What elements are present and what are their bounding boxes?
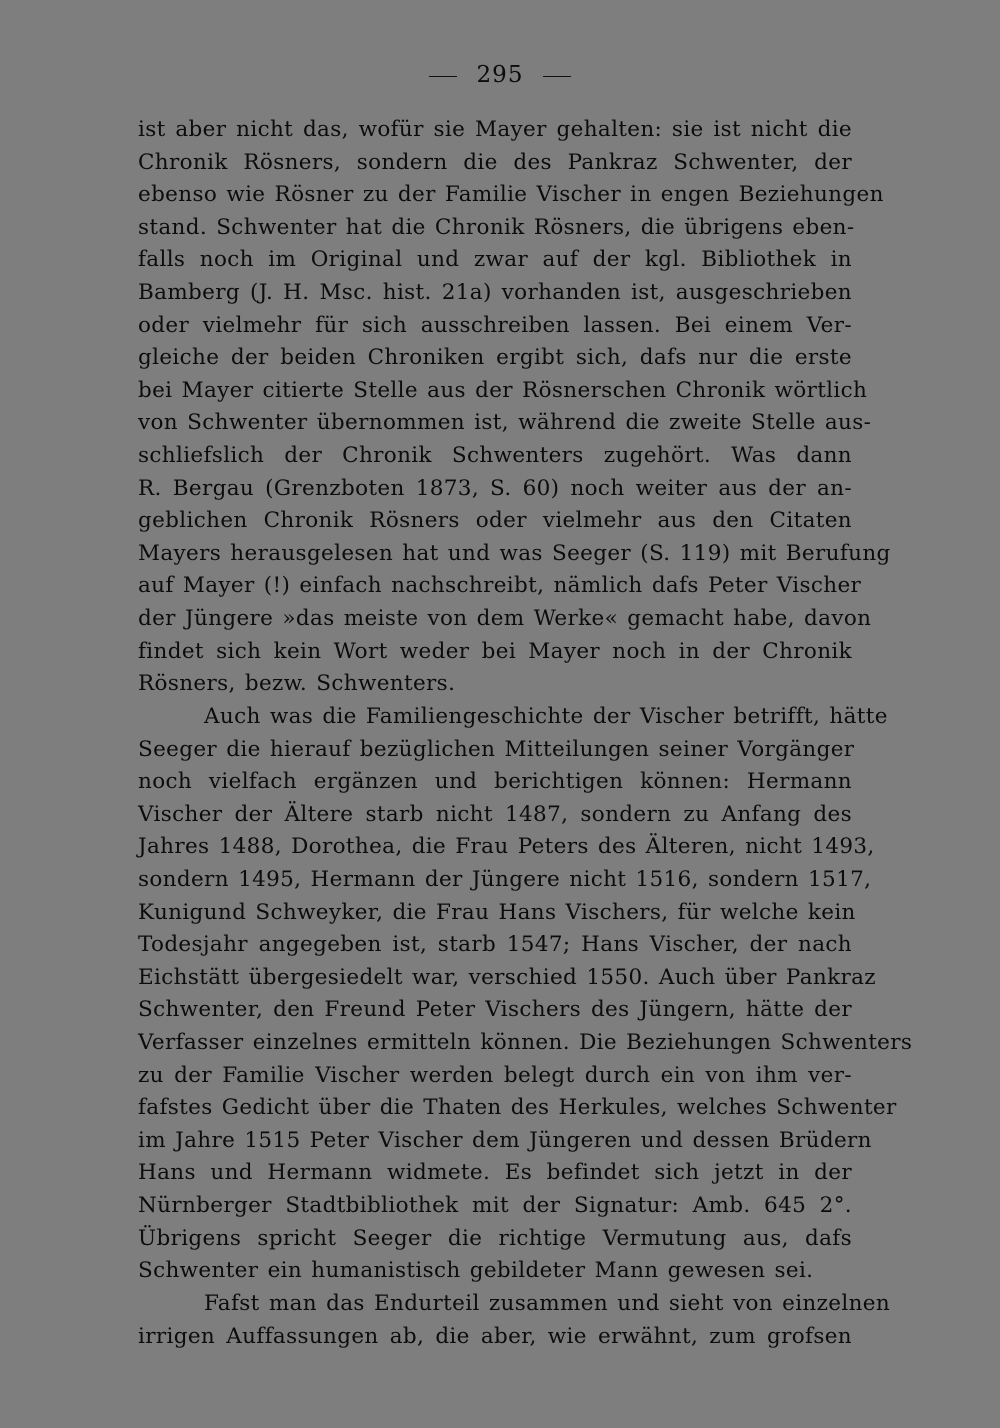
text-line: von Schwenter übernommen ist, während die zweite Stelle aus-	[138, 410, 872, 436]
paragraph-3	[138, 1288, 891, 1353]
text-line: Fafst man das Endurteil zusammen und sieht von einzelnen	[204, 1291, 891, 1316]
page-number	[0, 62, 1000, 88]
text-line: noch vielfach ergänzen und berichtigen können: Hermann	[138, 769, 852, 795]
text-line: Verfasser einzelnes ermitteln können. Die Beziehungen Schwenters	[138, 1029, 913, 1055]
paragraph-2	[138, 701, 913, 1288]
text-line: Hans und Hermann widmete. Es befindet sich jetzt in der	[138, 1160, 852, 1186]
text-line: schliefslich der Chronik Schwenters zugehört. Was dann	[138, 442, 852, 468]
text-line: R. Bergau (Grenzboten 1873, S. 60) noch weiter aus der an-	[138, 475, 852, 501]
text-line: Todesjahr angegeben ist, starb 1547; Hans Vischer, der nach	[138, 932, 852, 958]
text-line: zu der Familie Vischer werden belegt durch ein von ihm ver-	[138, 1062, 852, 1088]
text-line: der Jüngere »das meiste von dem Werke« gemacht habe, davon	[138, 605, 872, 631]
text-line: Auch was die Familiengeschichte der Vischer betrifft, hätte	[204, 704, 888, 729]
text-line: gleiche der beiden Chroniken ergibt sich, dafs nur die erste	[138, 345, 852, 371]
text-line: falls noch im Original und zwar auf der kgl. Bibliothek in	[138, 247, 852, 273]
text-line: Vischer der Ältere starb nicht 1487, sondern zu Anfang des	[138, 801, 852, 827]
text-line: fafstes Gedicht über die Thaten des Herkules, welches Schwenter	[138, 1095, 897, 1121]
text-line: Schwenter, den Freund Peter Vischers des Jüngern, hätte der	[138, 997, 852, 1023]
text-line: Nürnberger Stadtbibliothek mit der Signatur: Amb. 645 2°.	[138, 1192, 852, 1218]
text-line: ebenso wie Rösner zu der Familie Vischer in engen Beziehungen	[138, 182, 884, 208]
text-line: Schwenter ein humanistisch gebildeter Mann gewesen sei.	[138, 1258, 814, 1284]
text-line: oder vielmehr für sich ausschreiben lassen. Bei einem Ver-	[138, 312, 852, 338]
text-line: Seeger die hierauf bezüglichen Mitteilungen seiner Vorgänger	[138, 736, 855, 762]
text-line: Kunigund Schweyker, die Frau Hans Vischers, für welche kein	[138, 899, 856, 925]
text-line: irrigen Auffassungen ab, die aber, wie erwähnt, zum grofsen	[138, 1323, 852, 1349]
left-dash	[429, 76, 457, 77]
text-line: Chronik Rösners, sondern die des Pankraz Schwenter, der	[138, 149, 852, 175]
text-line: auf Mayer (!) einfach nachschreibt, nämlich dafs Peter Vischer	[138, 573, 862, 599]
page-number-text: 295	[476, 62, 524, 88]
text-line: bei Mayer citierte Stelle aus der Rösnerschen Chronik wörtlich	[138, 377, 868, 403]
text-line: Übrigens spricht Seeger die richtige Vermutung aus, dafs	[138, 1225, 852, 1251]
text-line: findet sich kein Wort weder bei Mayer noch in der Chronik	[138, 638, 852, 664]
text-line: Bamberg (J. H. Msc. hist. 21a) vorhanden ist, ausgeschrieben	[138, 279, 852, 305]
text-line: Jahres 1488, Dorothea, die Frau Peters des Älteren, nicht 1493,	[138, 834, 875, 860]
right-dash	[543, 76, 571, 77]
text-line: Rösners, bezw. Schwenters.	[138, 671, 456, 697]
text-line: sondern 1495, Hermann der Jüngere nicht 1516, sondern 1517,	[138, 866, 872, 892]
text-line: im Jahre 1515 Peter Vischer dem Jüngeren und dessen Brüdern	[138, 1127, 872, 1153]
paragraph-1	[138, 114, 891, 701]
text-line: Mayers herausgelesen hat und was Seeger (S. 119) mit Berufung	[138, 540, 891, 566]
text-line: geblichen Chronik Rösners oder vielmehr aus den Citaten	[138, 508, 852, 534]
text-line: ist aber nicht das, wofür sie Mayer gehalten: sie ist nicht die	[138, 117, 852, 142]
text-line: Eichstätt übergesiedelt war, verschied 1550. Auch über Pankraz	[138, 964, 876, 990]
text-line: stand. Schwenter hat die Chronik Rösners, die übrigens eben-	[138, 214, 855, 240]
